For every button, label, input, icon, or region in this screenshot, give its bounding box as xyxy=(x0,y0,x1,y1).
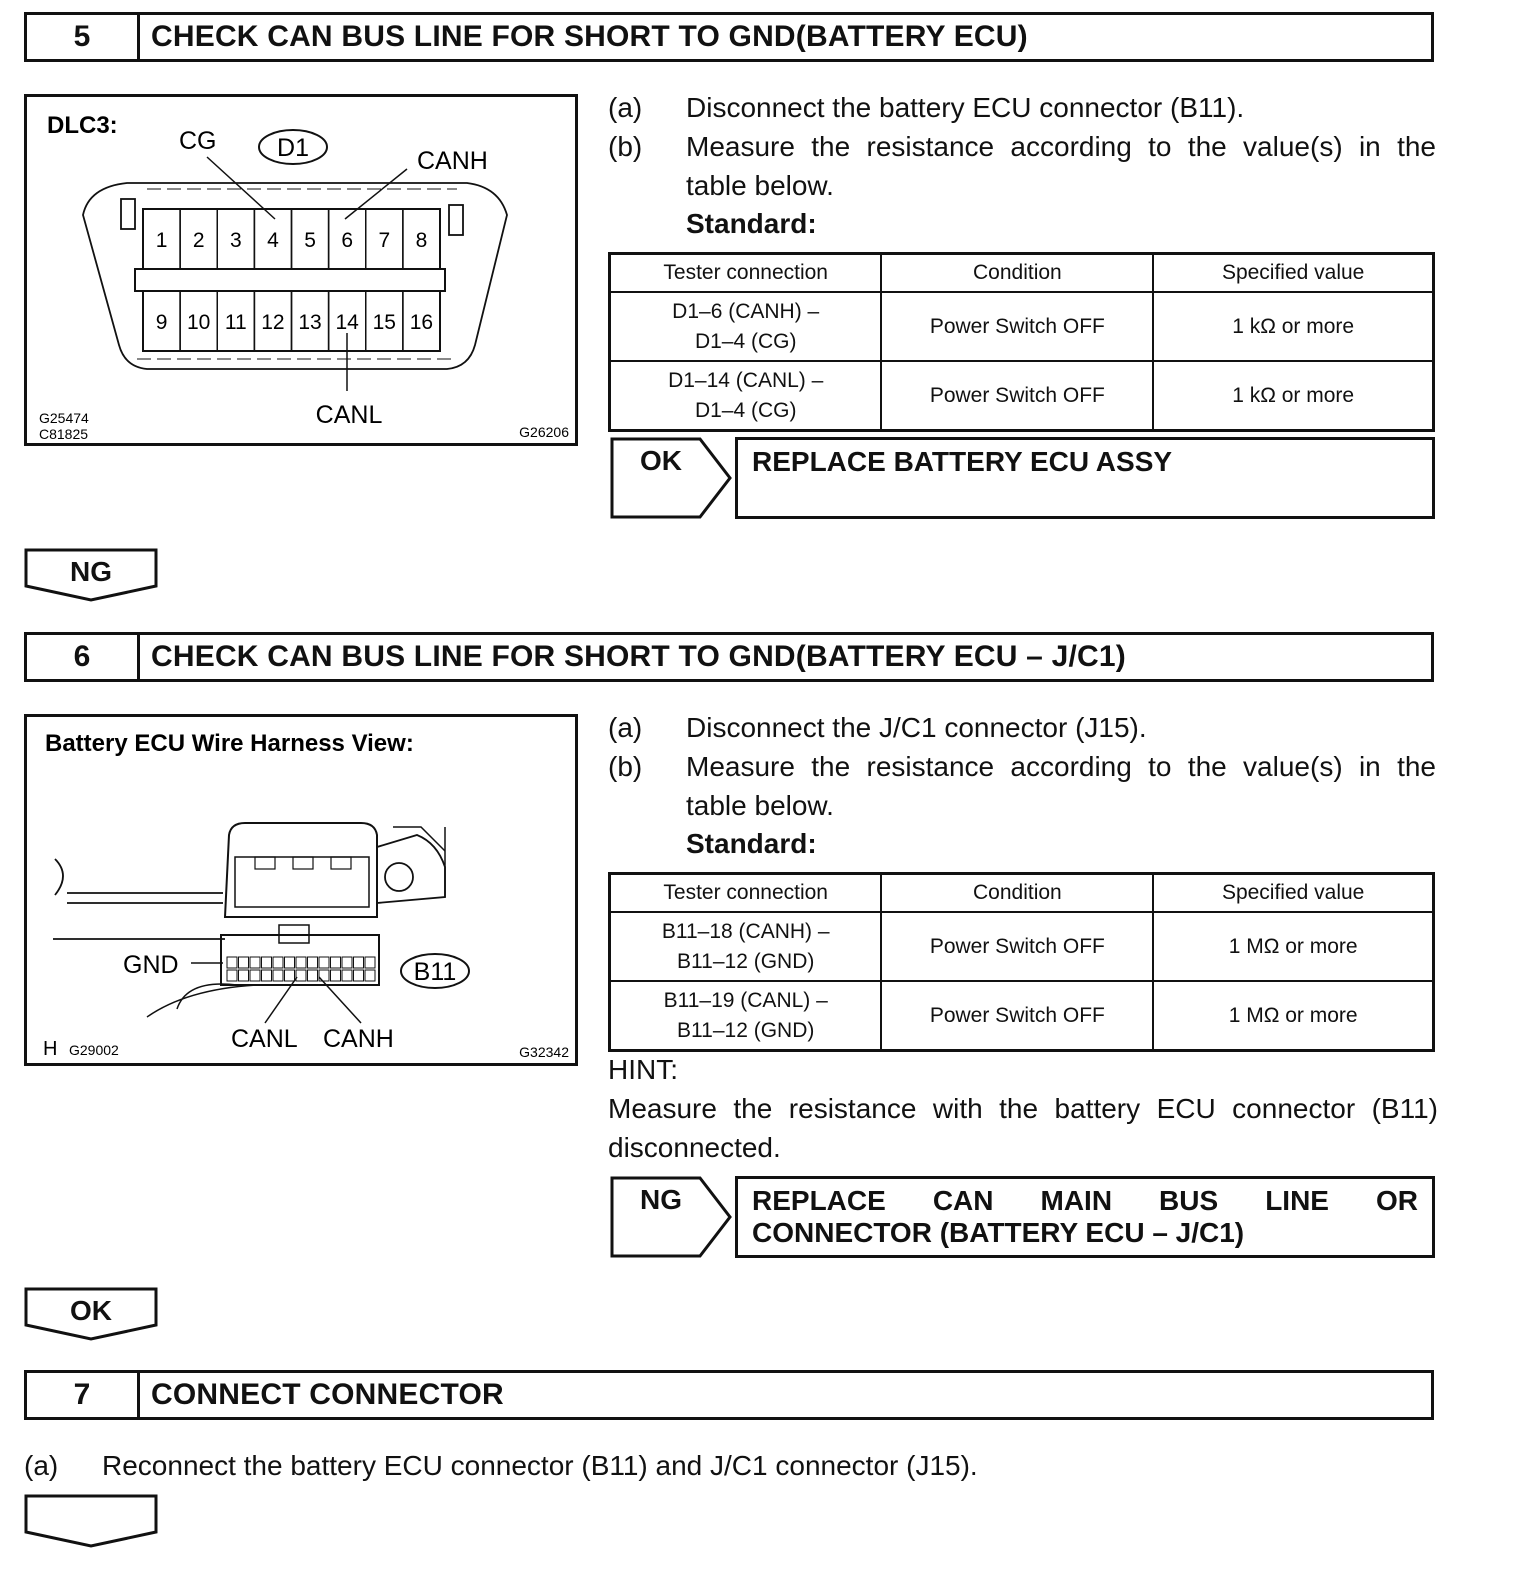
spec-table-6 xyxy=(608,872,1435,1052)
pin-number-10: 10 xyxy=(187,311,211,334)
ok-flow-tab xyxy=(24,1287,158,1343)
result-label-box xyxy=(610,1176,734,1263)
flow-tab-label: NG xyxy=(70,556,112,587)
result-ng-6 xyxy=(610,1176,1435,1258)
pin-number-6: 6 xyxy=(341,229,354,252)
figure-code-left-1: G25474 xyxy=(39,410,89,426)
step-5-header xyxy=(24,12,1434,62)
terminal-cell xyxy=(250,970,260,981)
canh-label: CANH xyxy=(323,1025,394,1053)
condition-cell: Power Switch OFF xyxy=(881,981,1153,1051)
tester-connection-cell: B11–18 (CANH) – B11–12 (GND) xyxy=(610,912,882,981)
value-cell: 1 MΩ or more xyxy=(1153,912,1433,981)
standard-label: Standard: xyxy=(686,828,817,859)
condition-cell: Power Switch OFF xyxy=(881,292,1153,361)
pin-number-4: 4 xyxy=(267,229,279,252)
table-header-row xyxy=(610,874,1434,913)
terminal-cell xyxy=(308,957,318,968)
table-header: Condition xyxy=(881,874,1153,913)
terminal-cell xyxy=(342,970,352,981)
terminal-cell xyxy=(262,970,272,981)
result-label: OK xyxy=(640,445,682,476)
result-label: NG xyxy=(640,1184,682,1215)
pin-number-5: 5 xyxy=(304,229,316,252)
cg-label: CG xyxy=(179,127,217,155)
hint-text: Measure the resistance with the battery ECU connector (B11) disconnected. xyxy=(608,1093,1438,1163)
terminal-cell xyxy=(227,970,237,981)
terminal-cell xyxy=(239,957,249,968)
ng-flow-tab xyxy=(24,548,158,604)
canh-label: CANH xyxy=(417,147,488,175)
step-6-header xyxy=(24,632,1434,682)
terminal-cell xyxy=(285,957,295,968)
pin-number-12: 12 xyxy=(261,311,285,334)
condition-cell: Power Switch OFF xyxy=(881,912,1153,981)
result-ok-5 xyxy=(610,437,1435,519)
instruction-label: (a) xyxy=(24,1450,59,1481)
table-header: Specified value xyxy=(1153,874,1433,913)
result-action-line-2: CONNECTOR (BATTERY ECU – J/C1) xyxy=(752,1217,1245,1248)
step-7-header xyxy=(24,1370,1434,1420)
standard-label: Standard: xyxy=(686,208,817,239)
figure-code-right: G26206 xyxy=(519,424,569,440)
table-header: Tester connection xyxy=(610,874,882,913)
tester-connection-cell: D1–6 (CANH) – D1–4 (CG) xyxy=(610,292,882,361)
pin-number-14: 14 xyxy=(335,311,359,334)
pin-number-2: 2 xyxy=(192,229,205,252)
terminal-cell xyxy=(308,970,318,981)
pin-number-13: 13 xyxy=(298,311,322,334)
dlc3-connector-figure xyxy=(24,94,578,446)
table-header: Condition xyxy=(881,254,1153,293)
step-number: 7 xyxy=(27,1373,140,1417)
table-row xyxy=(610,292,1434,361)
figure-code-left: G29002 xyxy=(69,1042,119,1058)
table-row xyxy=(610,981,1434,1051)
instruction-text: Measure the resistance according to the value(s) in the table below. xyxy=(686,131,1436,201)
terminal-cell xyxy=(250,957,260,968)
flow-tab-label: OK xyxy=(70,1295,112,1326)
canl-label: CANL xyxy=(231,1025,298,1053)
figure-code-right: G32342 xyxy=(519,1044,569,1060)
pin-number-11: 11 xyxy=(224,311,247,334)
figure-code-left-2: C81825 xyxy=(39,426,89,442)
instruction-text: Reconnect the battery ECU connector (B11) and J/C1 connector (J15). xyxy=(102,1450,978,1481)
instruction-label: (b) xyxy=(608,131,643,162)
value-cell: 1 kΩ or more xyxy=(1153,292,1433,361)
terminal-cell xyxy=(273,957,283,968)
terminal-cell xyxy=(285,970,295,981)
step-number: 6 xyxy=(27,635,140,679)
connector-id-d1: D1 xyxy=(277,134,309,162)
pin-number-1: 1 xyxy=(155,229,168,252)
result-label-box xyxy=(610,437,734,524)
table-header: Tester connection xyxy=(610,254,882,293)
canl-label: CANL xyxy=(315,401,383,429)
tester-connection-cell: B11–19 (CANL) – B11–12 (GND) xyxy=(610,981,882,1051)
figure-title: Battery ECU Wire Harness View: xyxy=(45,730,414,757)
value-cell: 1 kΩ or more xyxy=(1153,361,1433,431)
result-action-line-1: REPLACE CAN MAIN BUS LINE OR xyxy=(752,1185,1418,1216)
result-action-text: REPLACE BATTERY ECU ASSY xyxy=(752,446,1173,477)
instruction-label: (a) xyxy=(608,92,643,123)
result-action-box xyxy=(735,1176,1435,1258)
terminal-cell xyxy=(365,957,375,968)
terminal-cell xyxy=(319,957,329,968)
instruction-label: (a) xyxy=(608,712,643,743)
pin-number-9: 9 xyxy=(155,311,168,334)
terminal-cell xyxy=(296,970,306,981)
instruction-label: (b) xyxy=(608,751,643,782)
value-cell: 1 MΩ or more xyxy=(1153,981,1433,1051)
instruction-text: Measure the resistance according to the value(s) in the table below. xyxy=(686,751,1436,821)
spec-table-5 xyxy=(608,252,1435,432)
step-title: CHECK CAN BUS LINE FOR SHORT TO GND(BATTERY ECU – J/C1) xyxy=(151,640,1126,673)
figure-code-prefix: H xyxy=(43,1038,58,1060)
terminal-cell xyxy=(331,957,341,968)
step-title: CHECK CAN BUS LINE FOR SHORT TO GND(BATTERY ECU) xyxy=(151,20,1028,53)
wire-harness-diagram xyxy=(27,717,575,1063)
terminal-cell xyxy=(365,970,375,981)
terminal-cell xyxy=(296,957,306,968)
pin-number-16: 16 xyxy=(409,311,434,334)
terminal-cell xyxy=(354,970,364,981)
gnd-label: GND xyxy=(123,951,179,979)
terminal-cell xyxy=(354,957,364,968)
terminal-cell xyxy=(227,957,237,968)
pin-number-8: 8 xyxy=(415,229,428,252)
tester-connection-cell: D1–14 (CANL) – D1–4 (CG) xyxy=(610,361,882,431)
terminal-cell xyxy=(262,957,272,968)
instruction-text: Disconnect the battery ECU connector (B11). xyxy=(686,92,1245,123)
connector-id-b11: B11 xyxy=(413,958,457,986)
table-header-row xyxy=(610,254,1434,293)
wire-harness-figure xyxy=(24,714,578,1066)
step-number: 5 xyxy=(27,15,140,59)
table-header: Specified value xyxy=(1153,254,1433,293)
terminal-cell xyxy=(331,970,341,981)
instruction-text: Disconnect the J/C1 connector (J15). xyxy=(686,712,1147,743)
table-row xyxy=(610,912,1434,981)
dlc3-connector-diagram xyxy=(27,97,575,443)
terminal-cell xyxy=(342,957,352,968)
figure-title: DLC3: xyxy=(47,112,118,139)
condition-cell: Power Switch OFF xyxy=(881,361,1153,431)
terminal-cell xyxy=(273,970,283,981)
pin-number-7: 7 xyxy=(378,229,391,252)
pin-number-15: 15 xyxy=(372,311,396,334)
pin-number-3: 3 xyxy=(229,229,242,252)
terminal-cell xyxy=(239,970,249,981)
step-title: CONNECT CONNECTOR xyxy=(151,1378,504,1411)
table-row xyxy=(610,361,1434,431)
next-flow-tab xyxy=(24,1494,158,1550)
hint-label: HINT: xyxy=(608,1054,678,1085)
result-action-box xyxy=(735,437,1435,519)
